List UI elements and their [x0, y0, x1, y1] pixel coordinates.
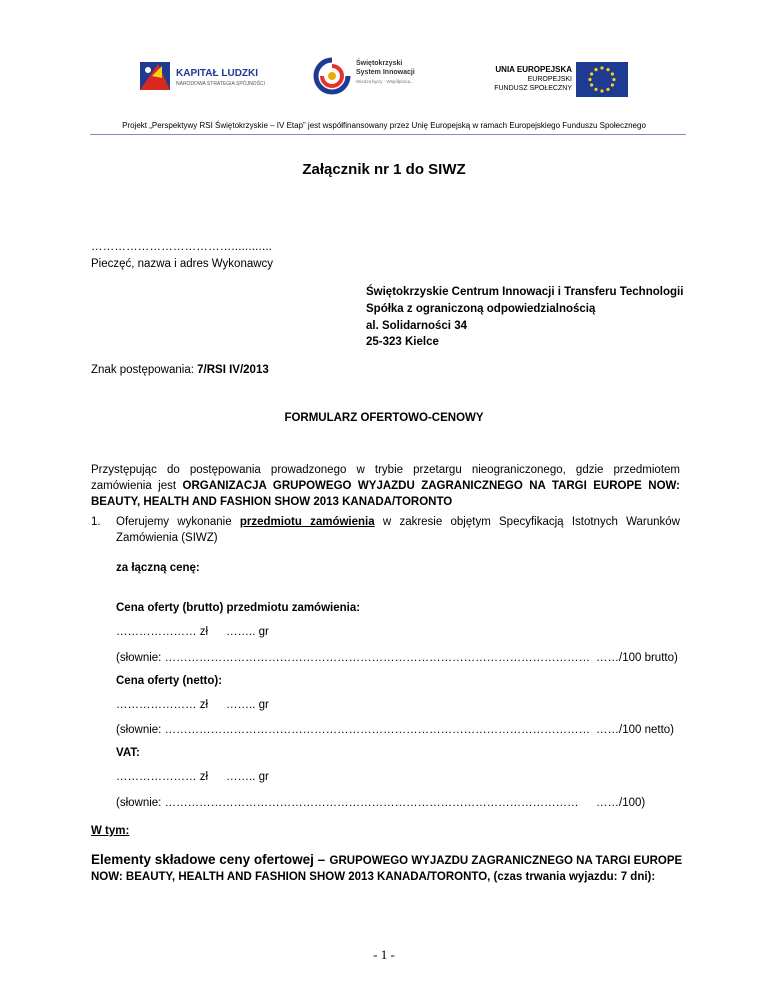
project-note: Projekt „Perspektywy RSI Świętokrzyskie – IV Etap” jest współfinansowany przez Unię Europejską w ramach Europejskiego Funduszu Społecznego — [122, 121, 646, 130]
intro-line3: BEAUTY, HEALTH AND FASHION SHOW 2013 KANADA/TORONTO — [91, 496, 453, 508]
elements-heading-rest2: NOW: BEAUTY, HEALTH AND FASHION SHOW 2013 KANADA/TORONTO — [91, 871, 488, 883]
ssi-line1: Świętokrzyski — [356, 60, 403, 67]
ue-line2: EUROPEJSKI — [527, 76, 572, 83]
vat-words: (słownie: ……………………………………………………………………………………………… — [116, 797, 579, 809]
w-tym-label: W tym: — [91, 825, 130, 837]
eu-flag-icon — [576, 62, 628, 97]
ue-line1: UNIA EUROPEJSKA — [495, 65, 572, 74]
logo-swietokrzyski-system — [312, 54, 432, 98]
ssi-line2: System Innowacji — [356, 69, 415, 76]
elements-heading-rest1: GRUPOWEGO WYJAZDU ZAGRANICZNEGO NA TARGI EUROPE — [329, 855, 683, 867]
net-heading: Cena oferty (netto): — [116, 675, 223, 687]
vat-gr: …….. gr — [226, 771, 269, 783]
point1-text-a: Oferujemy wykonanie — [116, 516, 232, 528]
net-gr: …….. gr — [226, 699, 269, 711]
header-rule — [90, 134, 686, 135]
point1-number: 1. — [91, 516, 101, 528]
intro-line2-bold: ORGANIZACJA GRUPOWEGO WYJAZDU ZAGRANICZNEGO NA TARGI EUROPE NOW: — [182, 480, 680, 492]
recipient-line2: Spółka z ograniczoną odpowiedzialnością — [366, 303, 596, 315]
gross-heading: Cena oferty (brutto) przedmiotu zamówienia: — [116, 602, 361, 614]
elements-heading-line2 — [91, 869, 655, 885]
net-zl: ………………… zł — [116, 699, 208, 711]
gross-tail: ……/100 brutto) — [596, 652, 678, 664]
point1-line1 — [116, 514, 680, 530]
elements-heading-big: Elementy składowe ceny ofertowej – — [91, 852, 326, 867]
recipient-line3: al. Solidarności 34 — [366, 320, 467, 332]
ssi-swirl-icon — [312, 56, 352, 96]
kapital-ludzki-subtitle: NARODOWA STRATEGIA SPÓJNOŚCI — [176, 81, 265, 87]
kapital-ludzki-title: KAPITAŁ LUDZKI — [176, 68, 259, 79]
point1-line2: Zamówienia (SIWZ) — [116, 532, 218, 544]
form-title: FORMULARZ OFERTOWO-CENOWY — [284, 412, 484, 424]
vat-heading: VAT: — [116, 747, 140, 759]
recipient-line1: Świętokrzyskie Centrum Innowacji i Transferu Technologii — [366, 286, 684, 298]
elements-heading-rest3: , (czas trwania wyjazdu: 7 dni): — [487, 871, 656, 883]
net-words: (słownie: ………………………………………………………………………………………………… — [116, 724, 591, 736]
reference-label: Znak postępowania: — [91, 364, 194, 376]
reference — [91, 362, 269, 378]
intro-line2-plain: zamówienia jest — [91, 480, 177, 492]
vat-tail: ……/100) — [596, 797, 646, 809]
logo-unia-europejska — [486, 62, 628, 98]
page-number: - 1 - — [373, 947, 395, 962]
net-tail: ……/100 netto) — [596, 724, 674, 736]
point1-text-underlined: przedmiotu zamówienia — [239, 516, 375, 528]
logo-kapital-ludzki — [138, 58, 268, 94]
total-price-label: za łączną cenę: — [116, 562, 200, 574]
point1-text-b: w zakresie objętym Specyfikacją Istotnych Warunków — [382, 516, 680, 528]
contractor-dots: ………………………………............ — [91, 241, 273, 253]
ue-line3: FUNDUSZ SPOŁECZNY — [494, 85, 572, 92]
intro-line2 — [91, 478, 680, 494]
gross-gr: …….. gr — [226, 626, 269, 638]
gross-words: (słownie: ………………………………………………………………………………………………… — [116, 652, 591, 664]
ssi-line3: Wiedza łączy · Współpraca... — [356, 79, 415, 84]
vat-zl: ………………… zł — [116, 771, 208, 783]
recipient-line4: 25-323 Kielce — [366, 336, 439, 348]
reference-value: 7/RSI IV/2013 — [197, 364, 269, 376]
elements-heading-line1 — [91, 851, 682, 869]
kapital-ludzki-emblem — [138, 58, 176, 94]
contractor-label: Pieczęć, nazwa i adres Wykonawcy — [91, 258, 274, 270]
intro-line1: Przystępując do postępowania prowadzonego w trybie przetargu nieograniczonego, gdzie przedmiotem — [91, 464, 680, 476]
page-title: Załącznik nr 1 do SIWZ — [302, 161, 466, 178]
gross-zl: ………………… zł — [116, 626, 208, 638]
